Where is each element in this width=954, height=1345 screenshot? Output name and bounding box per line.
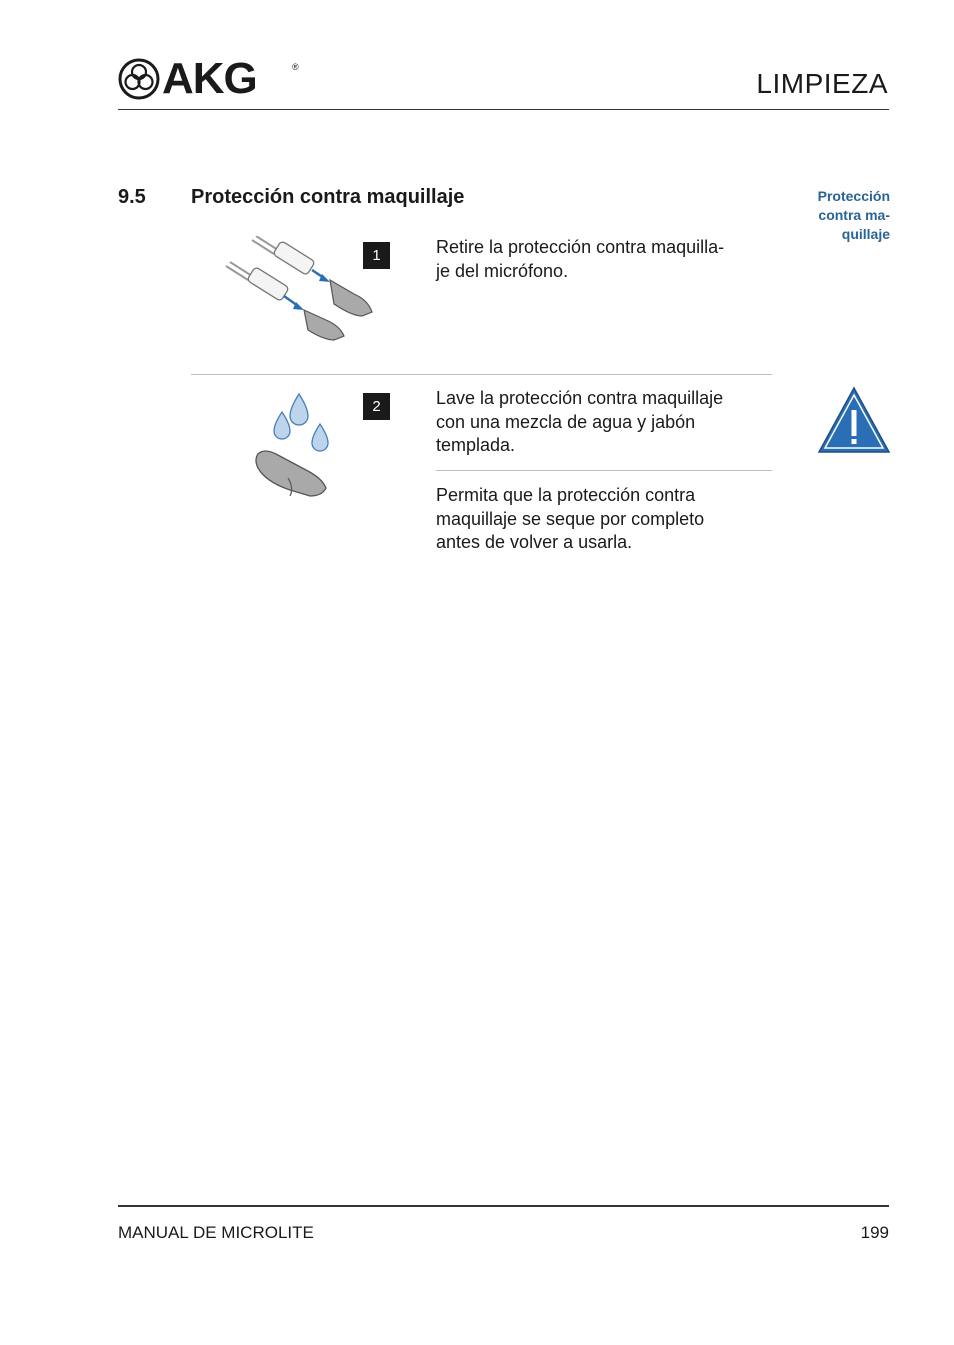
step-1-line: Retire la protección contra maquilla- <box>436 237 725 257</box>
step-divider <box>191 374 772 375</box>
step-2-badge: 2 <box>363 393 390 420</box>
step-2-line: Lave la protección contra maquillaje <box>436 388 724 408</box>
step-2-line: con una mezcla de agua y jabón <box>436 411 696 432</box>
step-1-badge: 1 <box>363 242 390 269</box>
manual-name: MANUAL DE MICROLITE <box>118 1223 314 1242</box>
margin-note: Protección contra ma-quillaje <box>817 188 890 242</box>
water-drops-cover-icon <box>250 392 332 508</box>
step-2-text <box>436 387 766 458</box>
step-2-note-line: antes de volver a usarla. <box>436 532 633 552</box>
header-divider <box>118 109 889 110</box>
page-title: LIMPIEZA <box>756 68 888 99</box>
note-divider <box>436 470 772 471</box>
step-1-line: je del micrófono. <box>436 260 569 281</box>
step-2-note <box>436 484 766 555</box>
page-number: 199 <box>860 1223 889 1242</box>
warning-sign <box>817 386 891 454</box>
step-2-illustration <box>250 392 332 508</box>
section-title: Protección contra maquillaje <box>191 186 465 208</box>
warning-triangle-icon <box>817 386 891 454</box>
step-2-note-line: maquillaje se seque por completo <box>436 508 705 529</box>
step-1-illustration <box>222 236 378 344</box>
step-1-text <box>436 236 766 283</box>
registered-mark: ® <box>292 62 299 72</box>
akg-logo <box>118 54 300 103</box>
step-2-line: templada. <box>436 435 516 455</box>
footer-divider <box>118 1205 889 1207</box>
step-2-note-line: Permita que la protección contra <box>436 485 696 505</box>
akg-emblem-icon <box>118 58 160 100</box>
microphone-cover-removal-icon <box>222 236 378 344</box>
brand-name: AKG <box>162 54 257 103</box>
section-number: 9.5 <box>118 186 146 208</box>
